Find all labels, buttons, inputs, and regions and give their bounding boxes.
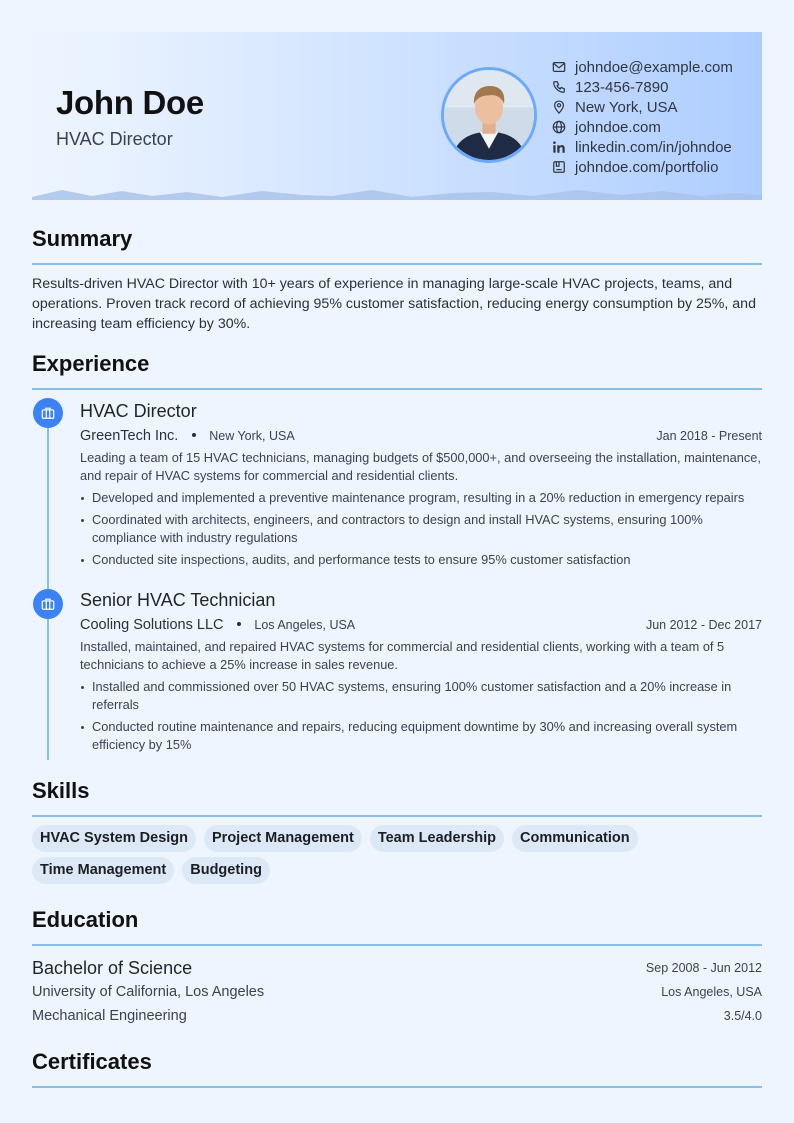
mail-icon xyxy=(552,60,566,74)
portfolio-icon xyxy=(552,160,566,174)
skill-chip: Communication xyxy=(512,825,638,852)
summary-heading: Summary xyxy=(32,226,133,251)
contact-location xyxy=(552,97,733,117)
certificates-heading: Certificates xyxy=(32,1049,152,1074)
experience-location: New York, USA xyxy=(209,429,295,443)
contact-linkedin-text: linkedin.com/in/johndoe xyxy=(575,138,732,156)
skill-chip: Project Management xyxy=(204,825,362,852)
experience-company: Cooling Solutions LLC xyxy=(80,617,224,633)
experience-bullet: Installed and commissioned over 50 HVAC systems, ensuring 100% customer satisfaction and a 20% increase in referrals xyxy=(80,678,762,714)
skill-chip: Budgeting xyxy=(182,857,270,884)
skills-divider xyxy=(32,815,762,817)
experience-bullets xyxy=(80,678,762,754)
contact-email-text: johndoe@example.com xyxy=(575,58,733,76)
experience-bullets xyxy=(80,489,762,569)
summary-divider xyxy=(32,263,762,265)
experience-company: GreenTech Inc. xyxy=(80,428,179,444)
experience-title: Senior HVAC Technician xyxy=(80,590,276,610)
experience-timeline xyxy=(47,410,49,760)
education-field: Mechanical Engineering xyxy=(32,1008,187,1024)
education-date: Sep 2008 - Jun 2012 xyxy=(645,961,762,975)
contact-list xyxy=(552,57,733,177)
education-gpa: 3.5/4.0 xyxy=(723,1009,762,1023)
experience-date: Jan 2018 - Present xyxy=(656,429,762,443)
experience-heading: Experience xyxy=(32,351,150,376)
education-degree: Bachelor of Science xyxy=(32,958,193,978)
skill-chip: Time Management xyxy=(32,857,174,884)
skills-heading: Skills xyxy=(32,778,90,803)
certificates-divider xyxy=(32,1086,762,1088)
briefcase-icon xyxy=(41,597,55,611)
experience-marker-2 xyxy=(33,589,63,619)
experience-item xyxy=(80,399,762,573)
experience-bullet: Conducted routine maintenance and repairs, reducing equipment downtime by 30% and increasing overall system efficiency by 15% xyxy=(80,718,762,754)
experience-description: Leading a team of 15 HVAC technicians, managing budgets of $500,000+, and overseeing the installation, maintenance, and repair of HVAC systems for commercial and residential clients. xyxy=(80,450,761,483)
candidate-title: HVAC Director xyxy=(56,129,173,149)
experience-bullet: Conducted site inspections, audits, and performance tests to ensure 95% customer satisfaction xyxy=(80,551,762,569)
contact-phone-text: 123-456-7890 xyxy=(575,78,669,96)
contact-portfolio-text: johndoe.com/portfolio xyxy=(575,158,719,176)
candidate-name: John Doe xyxy=(56,84,204,121)
education-divider xyxy=(32,944,762,946)
education-item xyxy=(32,956,762,1028)
briefcase-icon xyxy=(41,406,55,420)
linkedin-icon xyxy=(552,140,566,154)
location-icon xyxy=(552,100,566,114)
header-wave-decoration xyxy=(32,184,762,200)
experience-marker-1 xyxy=(33,398,63,428)
experience-bullet: Coordinated with architects, engineers, and contractors to design and install HVAC systems, ensuring 100% compliance with industry regulations xyxy=(80,511,762,547)
experience-date: Jun 2012 - Dec 2017 xyxy=(645,618,762,632)
separator-dot xyxy=(192,433,196,437)
skills-list xyxy=(32,825,762,884)
separator-dot xyxy=(237,622,241,626)
contact-phone[interactable] xyxy=(552,77,733,97)
contact-portfolio[interactable] xyxy=(552,157,733,177)
skill-chip: HVAC System Design xyxy=(32,825,196,852)
resume-header xyxy=(32,32,762,200)
contact-website[interactable] xyxy=(552,117,733,137)
summary-text: Results-driven HVAC Director with 10+ years of experience in managing large-scale HVAC projects, teams, and operations. Proven track record of achieving 95% customer satisfaction, reducing energy consumption by 25%, and increasing team efficiency by 30%. xyxy=(32,276,756,332)
education-school: University of California, Los Angeles xyxy=(32,984,265,1000)
skill-chip: Team Leadership xyxy=(370,825,504,852)
experience-location: Los Angeles, USA xyxy=(254,618,356,632)
profile-photo xyxy=(441,67,537,163)
experience-divider xyxy=(32,388,762,390)
experience-item xyxy=(80,588,762,758)
education-location: Los Angeles, USA xyxy=(661,985,762,999)
experience-meta xyxy=(80,425,762,447)
globe-icon xyxy=(552,120,566,134)
experience-description: Installed, maintained, and repaired HVAC systems for commercial and residential clients, working with a team of 5 technicians to achieve a 25% increase in sales revenue. xyxy=(80,639,725,672)
education-heading: Education xyxy=(32,907,139,932)
contact-website-text: johndoe.com xyxy=(575,118,661,136)
phone-icon xyxy=(552,80,566,94)
contact-location-text: New York, USA xyxy=(575,98,678,116)
experience-title: HVAC Director xyxy=(80,401,197,421)
experience-meta xyxy=(80,614,762,636)
contact-linkedin[interactable] xyxy=(552,137,733,157)
profile-photo-image xyxy=(444,70,534,160)
experience-bullet: Developed and implemented a preventive maintenance program, resulting in a 20% reduction in emergency repairs xyxy=(80,489,762,507)
contact-email[interactable] xyxy=(552,57,733,77)
